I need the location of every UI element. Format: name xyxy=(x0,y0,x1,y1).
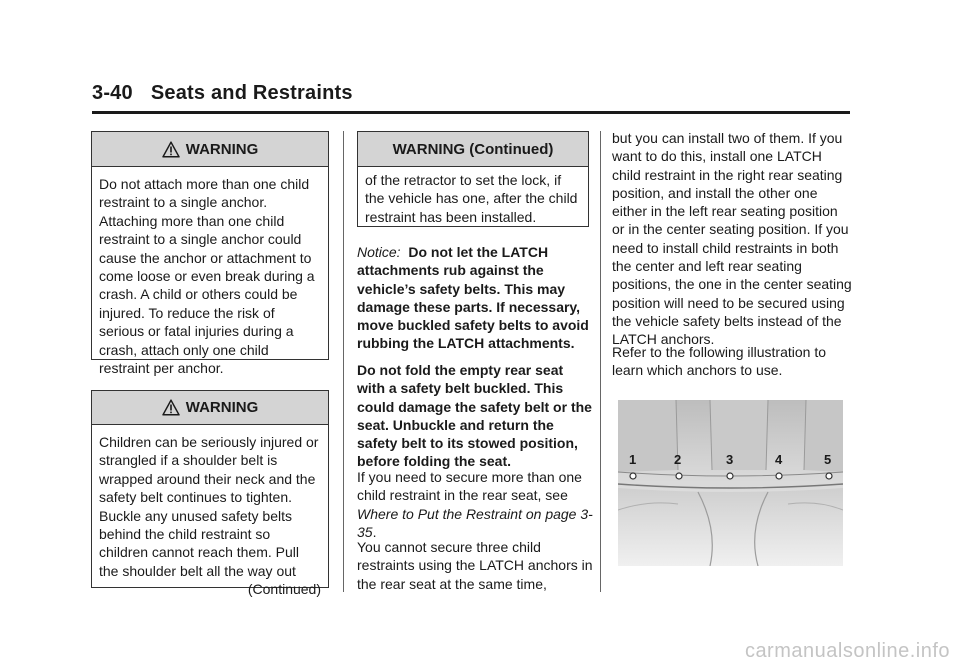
section-title: Seats and Restraints xyxy=(150,82,353,104)
warning-title: WARNING xyxy=(185,140,259,158)
continued-label: (Continued) xyxy=(247,581,321,598)
fold-seat-paragraph: Do not fold the empty rear seat with a safety belt buckled. This could damage the safety belt or the seat. Unbuckle and return the safety belt to its stowed position, before folding the seat. xyxy=(357,362,592,470)
page-header xyxy=(92,82,353,105)
warning-body xyxy=(92,167,328,385)
header-rule xyxy=(92,111,850,114)
warning-box-shoulder-belt xyxy=(91,390,329,598)
warning-box-continued xyxy=(357,131,589,227)
warning-triangle-icon xyxy=(162,141,180,158)
warning-triangle-icon xyxy=(162,399,180,416)
anchor-label-3: 3 xyxy=(726,452,734,467)
secure-cross-reference[interactable]: Where to Put the Restraint on page 3-35 xyxy=(357,505,593,540)
secure-end-text: . xyxy=(372,523,377,540)
cannot-secure-paragraph: You cannot secure three child restraints using the LATCH anchors in the rear seat at the same time, xyxy=(357,539,593,592)
column-divider-left xyxy=(343,131,344,592)
anchor-label-2: 2 xyxy=(674,452,682,467)
anchor-label-4: 4 xyxy=(775,452,783,467)
illustration-reference-paragraph: Refer to the following illustration to learn which anchors to use. xyxy=(612,344,826,379)
warning-body xyxy=(358,167,588,234)
watermark: carmanualsonline.info xyxy=(744,640,950,662)
warning-title: WARNING (Continued) xyxy=(392,140,554,158)
anchor-label-5: 5 xyxy=(824,452,832,467)
rear-seat-anchor-illustration xyxy=(618,400,843,566)
column-divider-right xyxy=(600,131,601,592)
notice-label: Notice: xyxy=(357,244,401,260)
warning-body xyxy=(92,425,328,607)
warning-header xyxy=(92,391,328,425)
warning-text: of the retractor to set the lock, if the vehicle has one, after the child restraint has been installed. xyxy=(365,172,578,225)
anchor-label-1: 1 xyxy=(629,452,637,467)
secure-paragraph xyxy=(357,468,593,541)
continuation-paragraph: but you can install two of them. If you want to do this, install one LATCH child restraint in the right rear seating position, and install the other one either in the left rear seating position or in the center seating position. If you need to install child restraints in both the center and left rear seating positions, the one in the center seating position will need to be secured using the vehicle safety belts instead of the LATCH anchors. xyxy=(612,130,852,348)
page-number: 3-40 xyxy=(92,82,133,104)
warning-text: Children can be seriously injured or strangled if a shoulder belt is wrapped around their neck and the safety belt continues to tighten. Buckle any unused safety belts behind the child restraint so children cannot reach them. Pull the shoulder belt all the way out xyxy=(99,434,319,579)
notice-paragraph xyxy=(357,243,593,353)
warning-text: Do not attach more than one child restraint to a single anchor. Attaching more than one child restraint to a single anchor could cause the anchor or attachment to come loose or even break during a crash. A child or others could be injured. To reduce the risk of serious or fatal injuries during a crash, attach only one child restraint per anchor. xyxy=(99,176,315,377)
warning-header xyxy=(358,132,588,167)
secure-intro-text: If you need to secure more than one child restraint in the rear seat, see xyxy=(357,469,582,504)
warning-box-anchor xyxy=(91,131,329,377)
warning-header xyxy=(92,132,328,167)
warning-title: WARNING xyxy=(185,399,259,416)
notice-text: Do not let the LATCH attachments rub against the vehicle’s safety belts. This may damage these parts. If necessary, move buckled safety belts to avoid rubbing the LATCH attachments. xyxy=(357,244,589,352)
